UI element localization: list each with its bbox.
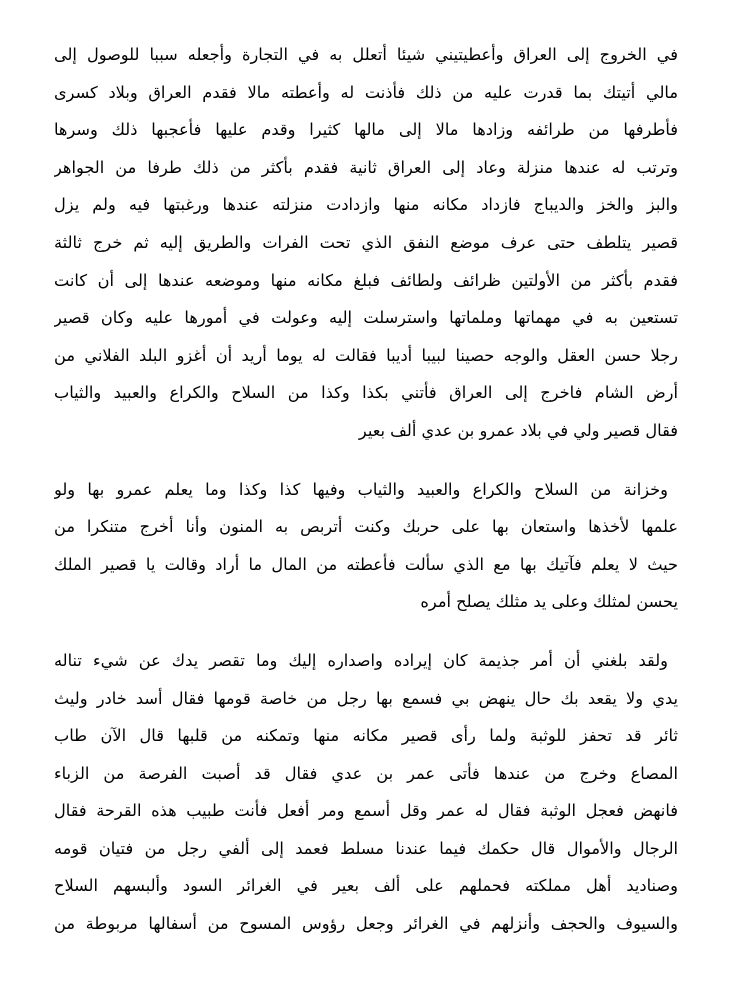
- paragraph-1: [54, 36, 678, 450]
- text-line: مالي أتيتك بما قدرت عليه من ذلك فأذنت له وأعطته مالا فقدم العراق وبلاد كسرى: [54, 82, 678, 102]
- text-line: وصناديد أهل مملكته فحملهم على ألف بعير في الغرائر السود وألبسهم السلاح: [54, 876, 678, 896]
- paragraph-2: [54, 471, 678, 621]
- text-line: يحسن لمثلك وعلى يد مثلك يصلح أمره: [420, 592, 678, 612]
- text-line: فقال قصير ولي في بلاد عمرو بن عدي ألف بعير: [358, 420, 678, 440]
- text-line: أرض الشام فاخرج إلى العراق فأتني بكذا وكذا من السلاح والكراع والعبيد والثياب: [54, 383, 678, 403]
- text-line: قصير يتلطف حتى عرف موضع النفق الذي تحت الفرات والطريق إليه ثم خرج ثالثة: [54, 232, 678, 252]
- text-line: الرجال والأموال قال حكمك فيما عندنا مسلط فعمد إلى ألفي رجل من فتيان قومه: [54, 838, 678, 858]
- text-line: وترتب له عندها منزلة وعاد إلى العراق ثانية فقدم بأكثر من ذلك طرفا من الجواهر: [54, 157, 678, 177]
- text-line: رجلا حسن العقل والوجه حصينا لبيبا أديبا فقالت له يوما أريد أن أغزو البلد الفلاني من: [54, 345, 678, 365]
- text-line: وخزانة من السلاح والكراع والعبيد والثياب وفيها كذا وكذا وما يعلم عمرو بها ولو: [54, 479, 668, 499]
- text-line: تستعين به في مهماتها وملماتها واسترسلت إليه وعولت في أمورها عليه وكان قصير: [54, 308, 678, 328]
- text-line: يدي ولا يقعد بك حال ينهض بي فسمع بها رجل من خاصة قومها فقال أسد خادر وليث: [54, 688, 678, 708]
- text-line: فأطرفها من طرائفه وزادها مالا إلى مالها كثيرا وقدم عليها فأعجبها ذلك وسرها: [54, 120, 678, 140]
- document-page: [54, 36, 678, 964]
- text-line: المصاع وخرج من عندها فأتى عمر بن عدي فقال قد أصبت الفرصة من الزباء: [54, 763, 678, 783]
- text-line: فانهض فعجل الوثبة فقال له عمر وقل أسمع ومر أفعل فأنت طبيب هذه القرحة فقال: [54, 801, 678, 821]
- text-line: فقدم بأكثر من الأولتين ظرائف ولطائف فبلغ مكانه منها وموضعه عندها إلى أن كانت: [54, 270, 678, 290]
- text-line: في الخروج إلى العراق وأعطيتيني شيئا أتعلل به في التجارة وأجعله سببا للوصول إلى: [54, 45, 678, 64]
- text-line: ولقد بلغني أن أمر جذيمة كان إيراده واصداره إليك وما تقصر يدك عن شيء تناله: [54, 650, 668, 670]
- text-line: ثائر قد تحفز للوثبة ولما رأى قصير مكانه منها وتمكنه من قلبها قال الآن طاب: [54, 726, 678, 746]
- text-line: والسيوف والحجف وأنزلهم في الغرائر وجعل رؤوس المسوح من أسفالها مربوطة من: [54, 914, 678, 934]
- text-line: حيث لا يعلم فآتيك بها مع الذي سألت فأعطته من المال ما أراد وقالت يا قصير الملك: [54, 554, 678, 574]
- paragraph-3: [54, 642, 678, 943]
- text-line: علمها لأخذها واستعان بها على حربك وكنت أتربص به المنون وأنا أخرج متنكرا من: [54, 517, 678, 537]
- text-line: والبز والخز والديباج فازداد مكانه منها وازدادت منزلته عندها ورغبتها فيه ولم يزل: [54, 195, 678, 215]
